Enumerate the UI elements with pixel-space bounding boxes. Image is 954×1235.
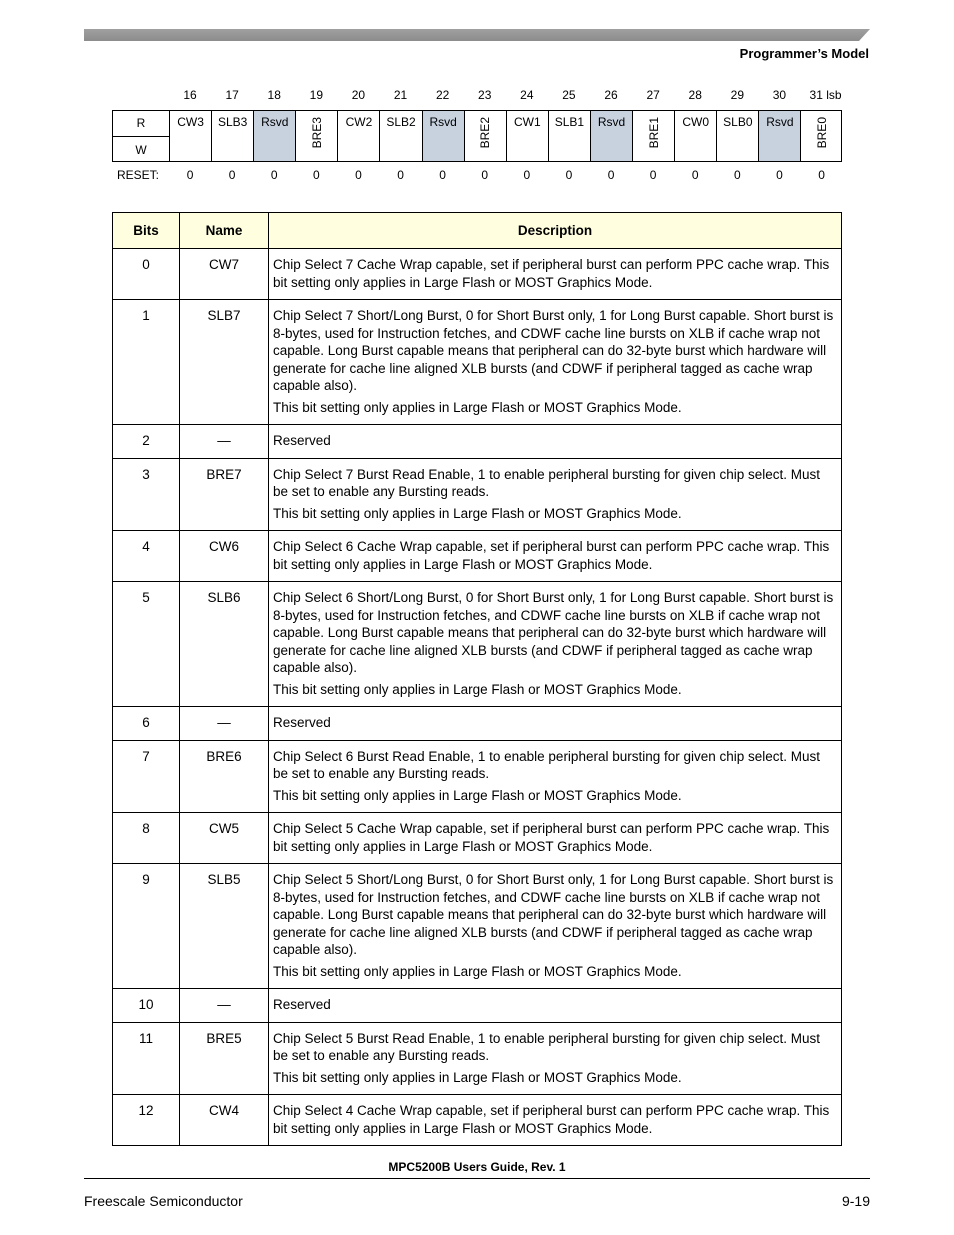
reset-value: 0 bbox=[607, 168, 615, 182]
reset-value: 0 bbox=[270, 168, 278, 182]
row-description bbox=[269, 1095, 842, 1146]
description-paragraph: Reserved bbox=[273, 715, 331, 730]
write-row-label: W bbox=[113, 137, 170, 162]
row-description bbox=[269, 300, 842, 425]
row-description bbox=[269, 989, 842, 1023]
footer-company: Freescale Semiconductor bbox=[84, 1193, 243, 1209]
row-name: CW4 bbox=[180, 1095, 269, 1146]
reset-value: 0 bbox=[439, 168, 446, 182]
row-bits: 0 bbox=[113, 249, 180, 300]
reset-value: 0 bbox=[734, 168, 741, 182]
table-row bbox=[113, 813, 842, 864]
bit-description-table bbox=[112, 212, 842, 1146]
description-paragraph: This bit setting only applies in Large Flash or MOST Graphics Mode. bbox=[273, 399, 682, 415]
row-name: BRE5 bbox=[180, 1022, 269, 1095]
footer-doc-title: MPC5200B Users Guide, Rev. 1 bbox=[388, 1160, 566, 1174]
description-paragraph: Chip Select 7 Cache Wrap capable, set if peripheral burst can perform PPC cache wrap. This bit setting only applies in Large Flash or MOST Graphics Mode. bbox=[273, 257, 830, 290]
bit-number: 24 bbox=[520, 88, 534, 102]
description-paragraph: This bit setting only applies in Large Flash or MOST Graphics Mode. bbox=[273, 1069, 682, 1085]
register-field-label: SLB2 bbox=[386, 115, 416, 129]
bit-number: 18 bbox=[267, 88, 281, 102]
bit-number: 19 bbox=[309, 88, 324, 102]
reset-value: 0 bbox=[776, 168, 783, 182]
description-paragraph: Chip Select 5 Cache Wrap capable, set if peripheral burst can perform PPC cache wrap. This bit setting only applies in Large Flash or MOST Graphics Mode. bbox=[273, 821, 830, 854]
register-field-label: Rsvd bbox=[429, 115, 457, 129]
register-field bbox=[717, 111, 759, 161]
row-bits: 5 bbox=[113, 582, 180, 707]
row-name: SLB7 bbox=[180, 300, 269, 425]
row-name: CW5 bbox=[180, 813, 269, 864]
register-field bbox=[802, 111, 842, 161]
register-field bbox=[549, 111, 591, 161]
row-bits: 2 bbox=[113, 425, 180, 459]
register-field-label: Rsvd bbox=[261, 115, 289, 129]
row-name: SLB5 bbox=[180, 864, 269, 989]
row-description bbox=[269, 425, 842, 459]
reset-value: 0 bbox=[186, 168, 194, 182]
row-name: — bbox=[180, 989, 269, 1023]
bit-number: 28 bbox=[688, 88, 702, 102]
reset-value: 0 bbox=[397, 168, 404, 182]
row-description bbox=[269, 582, 842, 707]
row-bits: 1 bbox=[113, 300, 180, 425]
description-paragraph: Reserved bbox=[273, 433, 331, 448]
reset-value: 0 bbox=[355, 168, 362, 182]
row-name: — bbox=[180, 425, 269, 459]
table-row bbox=[113, 458, 842, 531]
table-row bbox=[113, 1022, 842, 1095]
header-description: Description bbox=[269, 213, 842, 249]
register-field-label: BRE3 bbox=[309, 117, 324, 149]
register-field bbox=[296, 111, 338, 161]
description-paragraph: Chip Select 7 Short/Long Burst, 0 for Short Burst only, 1 for Long Burst capable. Short burst is 8-bytes, used for Instruction fetches, and CDWF cache line bursts on XLB if cache wrap not capable. Long Burst capable means that peripheral can do 32-byte burst which hardware will generate for cache line aligned XLB bursts (and CDWF if peripheral tagged as cache wrap capable also). bbox=[273, 308, 834, 393]
register-field bbox=[254, 111, 296, 161]
reset-value: 0 bbox=[523, 168, 531, 182]
reset-value: 0 bbox=[691, 168, 699, 182]
description-paragraph: Chip Select 6 Short/Long Burst, 0 for Short Burst only, 1 for Long Burst capable. Short burst is 8-bytes, used for Instruction fetches, and CDWF cache line bursts on XLB if cache wrap not capable. Long Burst capable means that peripheral can do 32-byte burst which hardware will generate for cache line aligned XLB bursts (and CDWF if peripheral tagged as cache wrap capable also). bbox=[273, 590, 834, 675]
row-name: BRE6 bbox=[180, 740, 269, 813]
row-name: SLB6 bbox=[180, 582, 269, 707]
description-paragraph: This bit setting only applies in Large Flash or MOST Graphics Mode. bbox=[273, 505, 682, 521]
row-bits: 12 bbox=[113, 1095, 180, 1146]
row-name: — bbox=[180, 707, 269, 741]
table-header-row bbox=[113, 213, 842, 249]
row-description bbox=[269, 864, 842, 989]
description-paragraph: Chip Select 4 Cache Wrap capable, set if peripheral burst can perform PPC cache wrap. This bit setting only applies in Large Flash or MOST Graphics Mode. bbox=[273, 1103, 830, 1136]
description-paragraph: Chip Select 5 Burst Read Enable, 1 to enable peripheral bursting for given chip select. Must be set to enable any Bursting reads. bbox=[273, 1030, 821, 1063]
bit-number: 31 lsb bbox=[809, 88, 842, 102]
bit-number: 23 bbox=[478, 88, 492, 102]
register-field-label: SLB0 bbox=[723, 115, 753, 129]
register-field bbox=[759, 111, 801, 161]
row-bits: 9 bbox=[113, 864, 180, 989]
description-paragraph: This bit setting only applies in Large Flash or MOST Graphics Mode. bbox=[273, 787, 682, 803]
row-name: CW6 bbox=[180, 531, 269, 582]
row-description bbox=[269, 531, 842, 582]
reset-value: 0 bbox=[228, 168, 236, 182]
description-paragraph: Chip Select 5 Short/Long Burst, 0 for Short Burst only, 1 for Long Burst capable. Short burst is 8-bytes, used for Instruction fetches, and CDWF cache line bursts on XLB if cache wrap not capable. Long Burst capable means that peripheral can do 32-byte burst which hardware will generate for cache line aligned XLB bursts (and CDWF if peripheral tagged as cache wrap capable also). bbox=[273, 872, 834, 957]
register-field-label: CW0 bbox=[682, 115, 710, 129]
bit-number: 30 bbox=[772, 88, 787, 102]
header-bar bbox=[84, 29, 870, 41]
register-field-label: BRE2 bbox=[478, 117, 493, 149]
table-row bbox=[113, 300, 842, 425]
row-bits: 3 bbox=[113, 458, 180, 531]
table-row bbox=[113, 425, 842, 459]
header-bits: Bits bbox=[113, 213, 180, 249]
table-row bbox=[113, 989, 842, 1023]
reset-value: 0 bbox=[565, 168, 573, 182]
table-row bbox=[113, 864, 842, 989]
bit-number: 29 bbox=[730, 88, 745, 102]
row-bits: 6 bbox=[113, 707, 180, 741]
row-description bbox=[269, 813, 842, 864]
register-field bbox=[507, 111, 549, 161]
description-paragraph: This bit setting only applies in Large Flash or MOST Graphics Mode. bbox=[273, 681, 682, 697]
row-bits: 11 bbox=[113, 1022, 180, 1095]
description-paragraph: Reserved bbox=[273, 997, 331, 1012]
register-field-label: SLB3 bbox=[217, 115, 248, 129]
register-grid bbox=[112, 110, 842, 162]
row-bits: 8 bbox=[113, 813, 180, 864]
register-field bbox=[633, 111, 675, 161]
description-paragraph: Chip Select 6 Burst Read Enable, 1 to enable peripheral bursting for given chip select. Must be set to enable any Bursting reads. bbox=[273, 748, 821, 781]
table-row bbox=[113, 707, 842, 741]
register-field-label: CW1 bbox=[514, 115, 541, 129]
bit-number: 25 bbox=[562, 88, 576, 102]
row-description bbox=[269, 1022, 842, 1095]
row-bits: 10 bbox=[113, 989, 180, 1023]
bit-number: 22 bbox=[435, 88, 450, 102]
register-field-label: SLB1 bbox=[554, 115, 585, 129]
reset-value: 0 bbox=[818, 168, 825, 182]
row-bits: 7 bbox=[113, 740, 180, 813]
register-field bbox=[212, 111, 254, 161]
register-field-label: BRE1 bbox=[646, 117, 661, 149]
register-field bbox=[591, 111, 633, 161]
bit-number: 27 bbox=[646, 88, 660, 102]
table-row bbox=[113, 1095, 842, 1146]
footer-divider bbox=[84, 1178, 870, 1179]
row-description bbox=[269, 249, 842, 300]
bit-number: 26 bbox=[604, 88, 618, 102]
register-field-label: CW3 bbox=[177, 115, 204, 129]
table-row bbox=[113, 582, 842, 707]
row-name: CW7 bbox=[180, 249, 269, 300]
row-bits: 4 bbox=[113, 531, 180, 582]
table-row bbox=[113, 249, 842, 300]
reset-label: RESET: bbox=[117, 168, 160, 182]
register-field bbox=[170, 111, 212, 161]
reset-value: 0 bbox=[481, 168, 489, 182]
table-row bbox=[113, 531, 842, 582]
register-field-label: Rsvd bbox=[766, 115, 794, 129]
reset-value: 0 bbox=[313, 168, 320, 182]
bit-number: 16 bbox=[183, 88, 197, 102]
row-name: BRE7 bbox=[180, 458, 269, 531]
bit-number: 21 bbox=[393, 88, 408, 102]
header-name: Name bbox=[180, 213, 269, 249]
register-field-label: BRE0 bbox=[814, 117, 829, 149]
register-field-label: Rsvd bbox=[597, 115, 626, 129]
register-field bbox=[338, 111, 380, 161]
section-title: Programmer’s Model bbox=[739, 46, 869, 61]
bit-number: 20 bbox=[351, 88, 366, 102]
row-description bbox=[269, 707, 842, 741]
register-field bbox=[381, 111, 423, 161]
description-paragraph: This bit setting only applies in Large Flash or MOST Graphics Mode. bbox=[273, 963, 682, 979]
table-row bbox=[113, 740, 842, 813]
row-description bbox=[269, 458, 842, 531]
footer-page-number: 9-19 bbox=[841, 1193, 870, 1209]
description-paragraph: Chip Select 6 Cache Wrap capable, set if peripheral burst can perform PPC cache wrap. This bit setting only applies in Large Flash or MOST Graphics Mode. bbox=[273, 539, 830, 572]
register-field bbox=[423, 111, 465, 161]
description-paragraph: Chip Select 7 Burst Read Enable, 1 to enable peripheral bursting for given chip select. Must be set to enable any Bursting reads. bbox=[273, 466, 821, 499]
register-field bbox=[675, 111, 717, 161]
register-field bbox=[465, 111, 507, 161]
reset-value: 0 bbox=[649, 168, 657, 182]
read-row-label: R bbox=[113, 111, 170, 137]
row-description bbox=[269, 740, 842, 813]
bit-number: 17 bbox=[225, 88, 239, 102]
register-field-label: CW2 bbox=[345, 115, 373, 129]
